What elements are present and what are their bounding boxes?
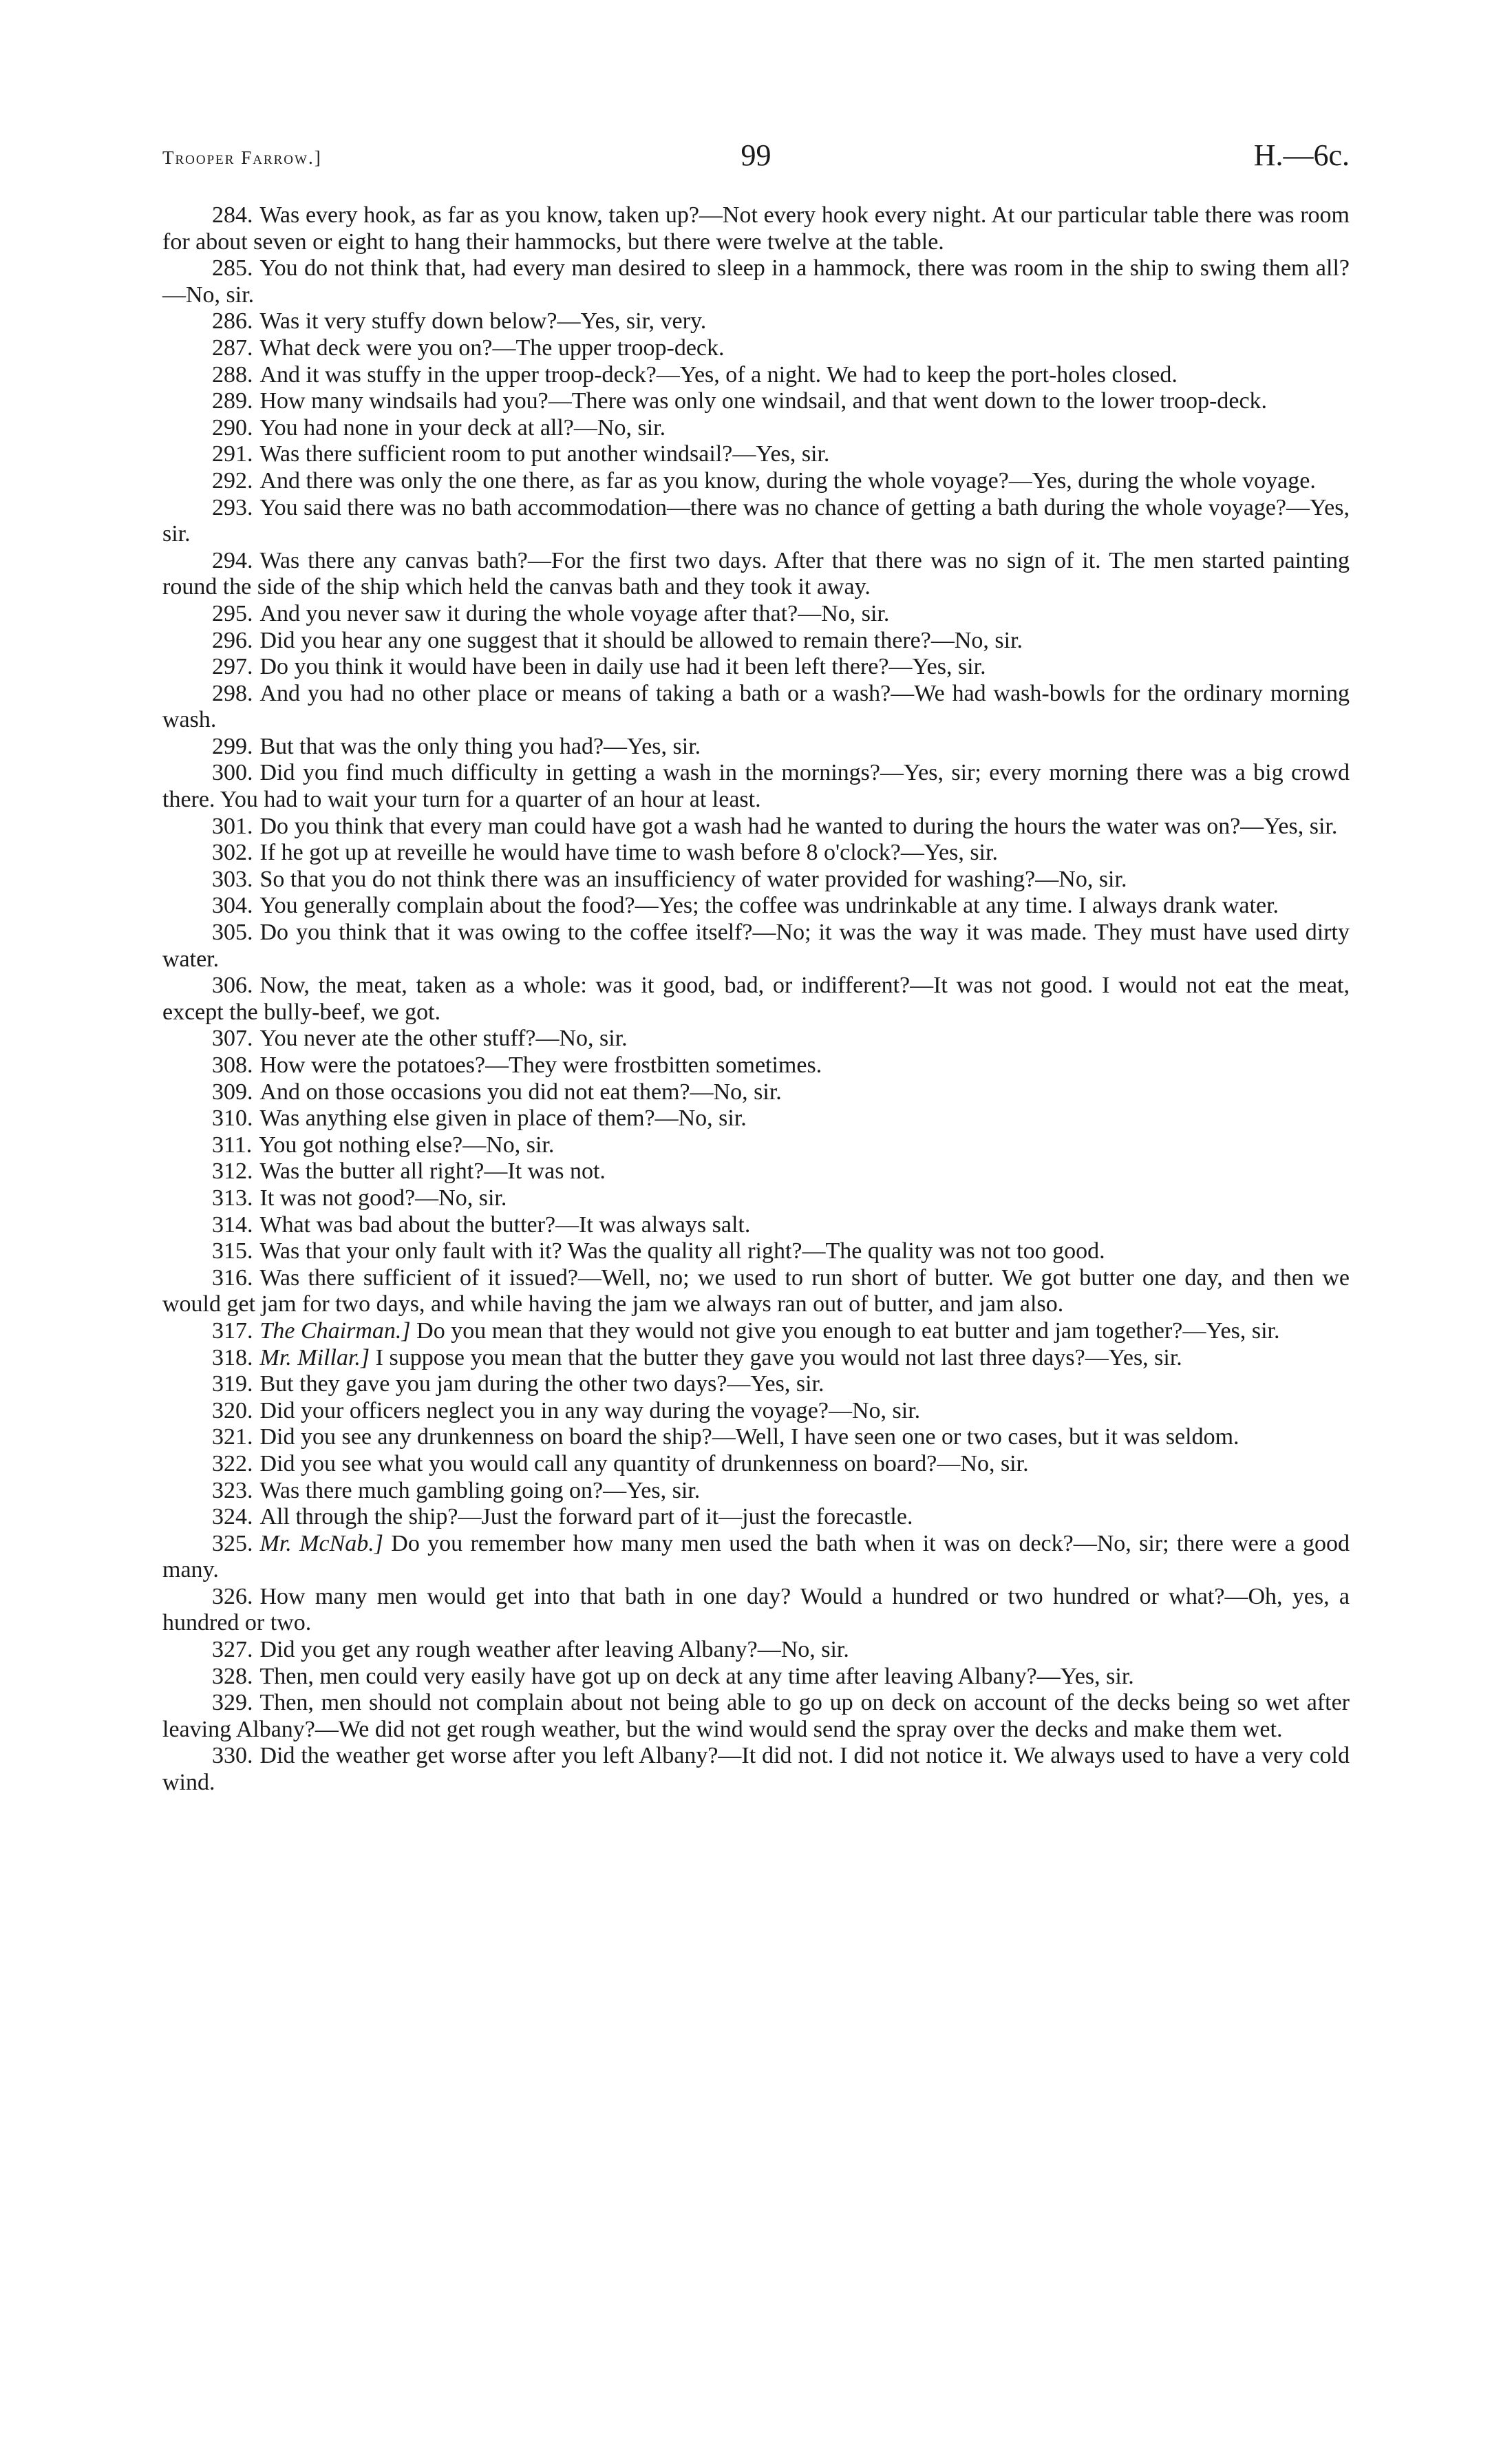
question-number: 316. <box>212 1264 253 1291</box>
running-head <box>162 138 1350 179</box>
question-answer-text: You never ate the other stuff?—No, sir. <box>259 1026 628 1052</box>
qa-entry <box>162 202 1350 255</box>
section-title: Trooper Farrow.] <box>162 147 322 168</box>
question-number: 324. <box>212 1504 253 1530</box>
question-answer-text: Then, men could very easily have got up on deck at any time after leaving Albany?—Yes, sir. <box>259 1663 1134 1689</box>
question-answer-text: Do you mean that they would not give you enough to eat butter and jam together?—Yes, sir. <box>416 1317 1280 1344</box>
question-number: 317. <box>212 1317 253 1344</box>
qa-entry <box>162 1664 1350 1691</box>
question-answer-text: Was every hook, as far as you know, taken up?—Not every hook every night. At our particular table there was room for about seven or eight to hang their hammocks, but there were twelve at the table. <box>162 202 1350 255</box>
qa-entry <box>162 495 1350 548</box>
question-number: 291. <box>212 441 253 467</box>
question-answer-text: You got nothing else?—No, sir. <box>259 1132 555 1158</box>
question-number: 326. <box>212 1583 253 1609</box>
qa-entry <box>162 1584 1350 1637</box>
question-number: 311. <box>212 1132 253 1158</box>
question-answer-text: Was that your only fault with it? Was the quality all right?—The quality was not too good. <box>259 1238 1105 1264</box>
question-number: 302. <box>212 840 253 866</box>
question-answer-text: You generally complain about the food?—Yes; the coffee was undrinkable at any time. I always drank water. <box>259 893 1279 919</box>
qa-entry <box>162 1690 1350 1743</box>
question-answer-text: Then, men should not complain about not being able to go up on deck on account of the decks being so wet after leaving Albany?—We did not get rough weather, but the wind would send the spray over the decks and make them wet. <box>162 1690 1350 1742</box>
question-number: 330. <box>212 1743 253 1769</box>
question-answer-text: Do you remember how many men used the bath when it was on deck?—No, sir; there were a good many. <box>162 1530 1350 1583</box>
question-number: 290. <box>212 414 253 441</box>
qa-entry <box>162 441 1350 468</box>
qa-entry <box>162 255 1350 308</box>
question-number: 328. <box>212 1663 253 1689</box>
question-number: 284. <box>212 202 253 228</box>
question-answer-text: How were the potatoes?—They were frostbitten sometimes. <box>259 1052 822 1078</box>
qa-entry <box>162 1212 1350 1239</box>
question-number: 309. <box>212 1079 253 1105</box>
question-number: 286. <box>212 308 253 335</box>
question-number: 321. <box>212 1424 253 1450</box>
question-answer-text: Do you think it would have been in daily use had it been left there?—Yes, sir. <box>259 654 986 680</box>
qa-entry <box>162 1105 1350 1132</box>
question-number: 293. <box>212 494 253 520</box>
question-answer-text: You do not think that, had every man desired to sleep in a hammock, there was room in the ship to swing them all?—No, sir. <box>162 255 1350 308</box>
question-answer-text: And on those occasions you did not eat them?—No, sir. <box>259 1079 782 1105</box>
qa-entry <box>162 1743 1350 1796</box>
qa-entry <box>162 1504 1350 1531</box>
question-answer-text: It was not good?—No, sir. <box>259 1185 507 1211</box>
qa-entry <box>162 681 1350 734</box>
question-number: 292. <box>212 467 253 494</box>
question-number: 325. <box>212 1530 253 1556</box>
question-number: 315. <box>212 1238 253 1264</box>
qa-entry <box>162 893 1350 920</box>
question-number: 312. <box>212 1158 253 1185</box>
qa-entry <box>162 867 1350 893</box>
qa-entry <box>162 973 1350 1026</box>
qa-entry <box>162 601 1350 628</box>
question-number: 297. <box>212 654 253 680</box>
question-number: 295. <box>212 600 253 626</box>
qa-entry <box>162 335 1350 362</box>
qa-entry <box>162 1398 1350 1425</box>
qa-entry <box>162 548 1350 601</box>
question-number: 318. <box>212 1344 253 1370</box>
question-number: 310. <box>212 1105 253 1132</box>
qa-entry <box>162 1637 1350 1664</box>
question-answer-text: Did you see any drunkenness on board the ship?—Well, I have seen one or two cases, but it was seldom. <box>259 1424 1239 1450</box>
question-number: 320. <box>212 1397 253 1423</box>
qa-entry <box>162 1185 1350 1212</box>
question-answer-text: Was anything else given in place of them?—No, sir. <box>259 1105 747 1132</box>
qa-entry <box>162 1265 1350 1318</box>
question-number: 289. <box>212 388 253 414</box>
question-answer-text: But that was the only thing you had?—Yes, sir. <box>259 733 701 759</box>
question-number: 322. <box>212 1450 253 1476</box>
question-answer-text: All through the ship?—Just the forward part of it—just the forecastle. <box>259 1504 913 1530</box>
question-answer-text: If he got up at reveille he would have time to wash before 8 o'clock?—Yes, sir. <box>259 840 998 866</box>
question-number: 327. <box>212 1637 253 1663</box>
question-answer-text: Was there sufficient room to put another windsail?—Yes, sir. <box>259 441 830 467</box>
question-answer-text: Was there any canvas bath?—For the first two days. After that there was no sign of it. The men started painting round the side of the ship which held the canvas bath and they took it away. <box>162 547 1350 600</box>
question-answer-text: And you had no other place or means of taking a bath or a wash?—We had wash-bowls for the ordinary morning wash. <box>162 680 1350 733</box>
qa-entry <box>162 840 1350 867</box>
question-answer-text: Do you think that it was owing to the coffee itself?—No; it was the way it was made. They must have used dirty water. <box>162 920 1350 972</box>
question-answer-text: Was it very stuffy down below?—Yes, sir, very. <box>259 308 707 335</box>
question-answer-text: You had none in your deck at all?—No, sir. <box>259 414 666 441</box>
question-answer-text: Now, the meat, taken as a whole: was it good, bad, or indifferent?—It was not good. I would not eat the meat, except the bully-beef, we got. <box>162 973 1350 1025</box>
speaker-label: Mr. McNab.] <box>259 1530 383 1556</box>
qa-entry <box>162 760 1350 813</box>
question-number: 301. <box>212 813 253 839</box>
question-number: 307. <box>212 1026 253 1052</box>
qa-entry <box>162 1238 1350 1265</box>
qa-entry <box>162 1424 1350 1451</box>
qa-entry <box>162 920 1350 973</box>
question-number: 299. <box>212 733 253 759</box>
qa-entry <box>162 1318 1350 1345</box>
question-answer-text: Did your officers neglect you in any way during the voyage?—No, sir. <box>259 1397 921 1423</box>
question-number: 329. <box>212 1690 253 1716</box>
question-number: 298. <box>212 680 253 706</box>
qa-entry <box>162 362 1350 389</box>
document-reference: H.—6c. <box>1253 138 1350 172</box>
question-number: 288. <box>212 361 253 388</box>
question-answer-text: Did you see what you would call any quantity of drunkenness on board?—No, sir. <box>259 1450 1029 1476</box>
question-number: 304. <box>212 893 253 919</box>
question-answer-text: And there was only the one there, as far as you know, during the whole voyage?—Yes, during the whole voyage. <box>259 467 1316 494</box>
qa-entry <box>162 1079 1350 1106</box>
qa-entry <box>162 415 1350 442</box>
question-number: 303. <box>212 866 253 892</box>
question-answer-text: Did you find much difficulty in getting a wash in the mornings?—Yes, sir; every morning there was a big crowd there. You had to wait your turn for a quarter of an hour at least. <box>162 760 1350 813</box>
qa-entry <box>162 1345 1350 1372</box>
question-answer-text: You said there was no bath accommodation—there was no chance of getting a bath during the whole voyage?—Yes, sir. <box>162 494 1350 547</box>
qa-entry <box>162 628 1350 655</box>
question-answer-text: Was there much gambling going on?—Yes, sir. <box>259 1477 701 1503</box>
question-number: 313. <box>212 1185 253 1211</box>
question-number: 308. <box>212 1052 253 1078</box>
qa-entry <box>162 1158 1350 1185</box>
qa-entry <box>162 1531 1350 1584</box>
page-number: 99 <box>741 138 771 172</box>
question-number: 300. <box>212 760 253 786</box>
question-number: 287. <box>212 335 253 361</box>
question-number: 314. <box>212 1211 253 1238</box>
question-answer-text: Did you hear any one suggest that it should be allowed to remain there?—No, sir. <box>259 627 1023 653</box>
speaker-label: The Chairman.] <box>259 1317 411 1344</box>
question-answer-text: Did the weather get worse after you left Albany?—It did not. I did not notice it. We always used to have a very cold wind. <box>162 1743 1350 1796</box>
question-number: 319. <box>212 1371 253 1397</box>
question-answer-text: Was the butter all right?—It was not. <box>259 1158 606 1185</box>
qa-entry <box>162 1052 1350 1079</box>
question-answer-text: Did you get any rough weather after leaving Albany?—No, sir. <box>259 1637 849 1663</box>
qa-entry <box>162 468 1350 495</box>
question-number: 306. <box>212 973 253 999</box>
qa-entry <box>162 1371 1350 1398</box>
qa-entry <box>162 388 1350 415</box>
evidence-transcript <box>162 202 1350 1797</box>
qa-entry <box>162 734 1350 761</box>
question-answer-text: How many men would get into that bath in one day? Would a hundred or two hundred or what?—Oh, yes, a hundred or two. <box>162 1583 1350 1636</box>
question-answer-text: What was bad about the butter?—It was always salt. <box>259 1211 751 1238</box>
question-answer-text: I suppose you mean that the butter they gave you would not last three days?—Yes, sir. <box>375 1344 1182 1370</box>
question-answer-text: How many windsails had you?—There was only one windsail, and that went down to the lower troop-deck. <box>259 388 1268 414</box>
question-answer-text: And you never saw it during the whole voyage after that?—No, sir. <box>259 600 890 626</box>
qa-entry <box>162 814 1350 840</box>
qa-entry <box>162 1132 1350 1159</box>
question-answer-text: So that you do not think there was an insufficiency of water provided for washing?—No, sir. <box>259 866 1127 892</box>
speaker-label: Mr. Millar.] <box>259 1344 370 1370</box>
question-answer-text: But they gave you jam during the other two days?—Yes, sir. <box>259 1371 824 1397</box>
question-number: 294. <box>212 547 253 573</box>
question-answer-text: Do you think that every man could have got a wash had he wanted to during the hours the water was on?—Yes, sir. <box>259 813 1338 839</box>
question-number: 305. <box>212 920 253 946</box>
question-answer-text: And it was stuffy in the upper troop-deck?—Yes, of a night. We had to keep the port-holes closed. <box>259 361 1178 388</box>
question-number: 296. <box>212 627 253 653</box>
qa-entry <box>162 654 1350 681</box>
qa-entry <box>162 1478 1350 1505</box>
question-answer-text: Was there sufficient of it issued?—Well, no; we used to run short of butter. We got butter one day, and then we would get jam for two days, and while having the jam we always ran out of butter, and jam also. <box>162 1264 1350 1317</box>
question-number: 285. <box>212 255 253 282</box>
qa-entry <box>162 1026 1350 1052</box>
qa-entry <box>162 1451 1350 1478</box>
qa-entry <box>162 308 1350 335</box>
question-answer-text: What deck were you on?—The upper troop-deck. <box>259 335 725 361</box>
question-number: 323. <box>212 1477 253 1503</box>
